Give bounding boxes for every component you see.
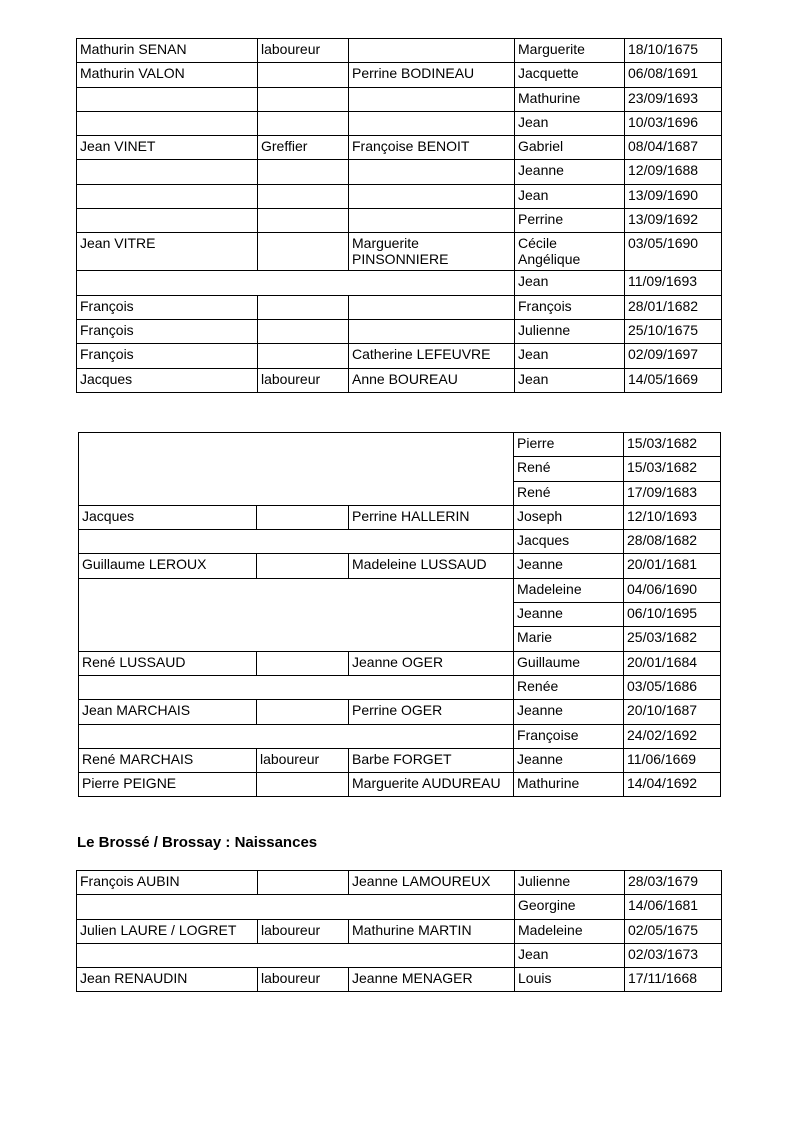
table-row: [79, 554, 721, 578]
table-row: [77, 943, 722, 967]
date-cell: 15/03/1682: [624, 457, 721, 481]
table-row: [79, 651, 721, 675]
child-cell: Jean: [515, 111, 625, 135]
table-row: [79, 578, 721, 602]
occupation-cell: [258, 184, 349, 208]
child-cell: Marie: [514, 627, 624, 651]
father-cell: Julien LAURE / LOGRET: [77, 919, 258, 943]
father-cell: [77, 184, 258, 208]
mother-cell: [349, 111, 515, 135]
child-cell: René: [514, 481, 624, 505]
occupation-cell: Greffier: [258, 136, 349, 160]
occupation-cell: [258, 319, 349, 343]
child-cell: Jean: [515, 344, 625, 368]
table-row: [79, 433, 721, 457]
father-cell: Jacques: [79, 505, 257, 529]
child-cell: Jean: [515, 184, 625, 208]
section-title: Le Brossé / Brossay : Naissances: [77, 834, 318, 851]
father-cell: Mathurin SENAN: [77, 39, 258, 63]
date-cell: 24/02/1692: [624, 724, 721, 748]
child-cell: Renée: [514, 675, 624, 699]
child-cell: René: [514, 457, 624, 481]
occupation-cell: [257, 505, 349, 529]
child-cell: Cécile Angélique: [515, 233, 625, 271]
date-cell: 17/11/1668: [625, 968, 722, 992]
date-cell: 28/01/1682: [625, 295, 722, 319]
father-cell: [77, 87, 258, 111]
date-cell: 06/10/1695: [624, 603, 721, 627]
table-row: [77, 160, 722, 184]
mother-cell: [349, 87, 515, 111]
mother-cell: Jeanne MENAGER: [349, 968, 515, 992]
mother-cell: Mathurine MARTIN: [349, 919, 515, 943]
table-row: [77, 233, 722, 271]
date-cell: 13/09/1690: [625, 184, 722, 208]
mother-cell: Madeleine LUSSAUD: [349, 554, 514, 578]
mother-cell: Jeanne LAMOUREUX: [349, 871, 515, 895]
merged-parents-cell: [77, 895, 515, 919]
date-cell: 08/04/1687: [625, 136, 722, 160]
child-cell: Madeleine: [515, 919, 625, 943]
occupation-cell: [257, 773, 349, 797]
child-cell: François: [515, 295, 625, 319]
register-table-2: [78, 432, 721, 797]
father-cell: François: [77, 295, 258, 319]
father-cell: Jacques: [77, 368, 258, 392]
date-cell: 13/09/1692: [625, 209, 722, 233]
table-row: [77, 87, 722, 111]
merged-parents-cell: [79, 675, 514, 699]
merged-parents-cell: [79, 433, 514, 506]
father-cell: Jean RENAUDIN: [77, 968, 258, 992]
register-table-1-body: [77, 39, 722, 393]
date-cell: 23/09/1693: [625, 87, 722, 111]
occupation-cell: laboureur: [258, 368, 349, 392]
date-cell: 17/09/1683: [624, 481, 721, 505]
date-cell: 25/03/1682: [624, 627, 721, 651]
occupation-cell: [258, 63, 349, 87]
date-cell: 03/05/1686: [624, 675, 721, 699]
table-row: [77, 919, 722, 943]
table-row: [79, 748, 721, 772]
child-cell: Gabriel: [515, 136, 625, 160]
register-table-3-body: [77, 871, 722, 992]
table-row: [77, 184, 722, 208]
child-cell: Jacques: [514, 530, 624, 554]
child-cell: Françoise: [514, 724, 624, 748]
date-cell: 12/09/1688: [625, 160, 722, 184]
merged-parents-cell: [79, 724, 514, 748]
table-row: [77, 136, 722, 160]
table-row: [79, 505, 721, 529]
father-cell: Jean VITRE: [77, 233, 258, 271]
father-cell: Guillaume LEROUX: [79, 554, 257, 578]
occupation-cell: [257, 651, 349, 675]
occupation-cell: [258, 871, 349, 895]
table-row: [77, 344, 722, 368]
date-cell: 02/09/1697: [625, 344, 722, 368]
date-cell: 04/06/1690: [624, 578, 721, 602]
date-cell: 18/10/1675: [625, 39, 722, 63]
child-cell: Guillaume: [514, 651, 624, 675]
table-row: [77, 111, 722, 135]
child-cell: Joseph: [514, 505, 624, 529]
table-row: [77, 871, 722, 895]
occupation-cell: [258, 295, 349, 319]
mother-cell: Perrine HALLERIN: [349, 505, 514, 529]
date-cell: 14/04/1692: [624, 773, 721, 797]
merged-parents-cell: [77, 943, 515, 967]
mother-cell: Perrine BODINEAU: [349, 63, 515, 87]
date-cell: 14/05/1669: [625, 368, 722, 392]
table-row: [77, 895, 722, 919]
date-cell: 06/08/1691: [625, 63, 722, 87]
merged-parents-cell: [79, 530, 514, 554]
occupation-cell: laboureur: [258, 968, 349, 992]
table-row: [79, 530, 721, 554]
mother-cell: Perrine OGER: [349, 700, 514, 724]
table-row: [77, 209, 722, 233]
mother-cell: [349, 39, 515, 63]
child-cell: Perrine: [515, 209, 625, 233]
occupation-cell: [257, 700, 349, 724]
father-cell: François: [77, 319, 258, 343]
child-cell: Jeanne: [515, 160, 625, 184]
child-cell: Madeleine: [514, 578, 624, 602]
date-cell: 14/06/1681: [625, 895, 722, 919]
date-cell: 11/09/1693: [625, 271, 722, 295]
occupation-cell: [258, 160, 349, 184]
child-cell: Jeanne: [514, 748, 624, 772]
occupation-cell: [258, 111, 349, 135]
merged-parents-cell: [77, 271, 515, 295]
table-row: [77, 39, 722, 63]
child-cell: Jeanne: [514, 700, 624, 724]
table-row: [77, 968, 722, 992]
date-cell: 25/10/1675: [625, 319, 722, 343]
child-cell: Mathurine: [514, 773, 624, 797]
child-cell: Jean: [515, 271, 625, 295]
child-cell: Louis: [515, 968, 625, 992]
table-row: [77, 271, 722, 295]
mother-cell: Catherine LEFEUVRE: [349, 344, 515, 368]
father-cell: Mathurin VALON: [77, 63, 258, 87]
occupation-cell: [258, 233, 349, 271]
child-cell: Jacquette: [515, 63, 625, 87]
occupation-cell: laboureur: [258, 39, 349, 63]
child-cell: Julienne: [515, 319, 625, 343]
occupation-cell: [258, 209, 349, 233]
mother-cell: Barbe FORGET: [349, 748, 514, 772]
mother-cell: Marguerite AUDUREAU: [349, 773, 514, 797]
child-cell: Julienne: [515, 871, 625, 895]
child-cell: Mathurine: [515, 87, 625, 111]
father-cell: François: [77, 344, 258, 368]
father-cell: Pierre PEIGNE: [79, 773, 257, 797]
date-cell: 15/03/1682: [624, 433, 721, 457]
child-cell: Jeanne: [514, 554, 624, 578]
mother-cell: [349, 295, 515, 319]
mother-cell: [349, 184, 515, 208]
child-cell: Jean: [515, 368, 625, 392]
table-row: [79, 724, 721, 748]
table-row: [77, 63, 722, 87]
date-cell: 11/06/1669: [624, 748, 721, 772]
child-cell: Marguerite: [515, 39, 625, 63]
child-cell: Georgine: [515, 895, 625, 919]
child-cell: Jeanne: [514, 603, 624, 627]
register-table-2-body: [79, 433, 721, 797]
date-cell: 12/10/1693: [624, 505, 721, 529]
merged-parents-cell: [79, 578, 514, 651]
date-cell: 20/01/1684: [624, 651, 721, 675]
father-cell: Jean MARCHAIS: [79, 700, 257, 724]
occupation-cell: [258, 87, 349, 111]
date-cell: 02/03/1673: [625, 943, 722, 967]
date-cell: 20/01/1681: [624, 554, 721, 578]
father-cell: Jean VINET: [77, 136, 258, 160]
register-table-3: [76, 870, 722, 992]
mother-cell: [349, 209, 515, 233]
table-row: [79, 675, 721, 699]
date-cell: 28/03/1679: [625, 871, 722, 895]
mother-cell: Françoise BENOIT: [349, 136, 515, 160]
occupation-cell: laboureur: [258, 919, 349, 943]
date-cell: 20/10/1687: [624, 700, 721, 724]
mother-cell: [349, 160, 515, 184]
mother-cell: Marguerite PINSONNIERE: [349, 233, 515, 271]
father-cell: René LUSSAUD: [79, 651, 257, 675]
table-row: [77, 368, 722, 392]
child-cell: Pierre: [514, 433, 624, 457]
father-cell: René MARCHAIS: [79, 748, 257, 772]
date-cell: 02/05/1675: [625, 919, 722, 943]
child-cell: Jean: [515, 943, 625, 967]
father-cell: [77, 209, 258, 233]
date-cell: 28/08/1682: [624, 530, 721, 554]
mother-cell: Anne BOUREAU: [349, 368, 515, 392]
occupation-cell: [257, 554, 349, 578]
table-row: [77, 319, 722, 343]
occupation-cell: laboureur: [257, 748, 349, 772]
occupation-cell: [258, 344, 349, 368]
table-row: [79, 773, 721, 797]
mother-cell: Jeanne OGER: [349, 651, 514, 675]
father-cell: [77, 160, 258, 184]
mother-cell: [349, 319, 515, 343]
father-cell: [77, 111, 258, 135]
date-cell: 03/05/1690: [625, 233, 722, 271]
register-table-1: [76, 38, 722, 393]
table-row: [77, 295, 722, 319]
father-cell: François AUBIN: [77, 871, 258, 895]
date-cell: 10/03/1696: [625, 111, 722, 135]
table-row: [79, 700, 721, 724]
